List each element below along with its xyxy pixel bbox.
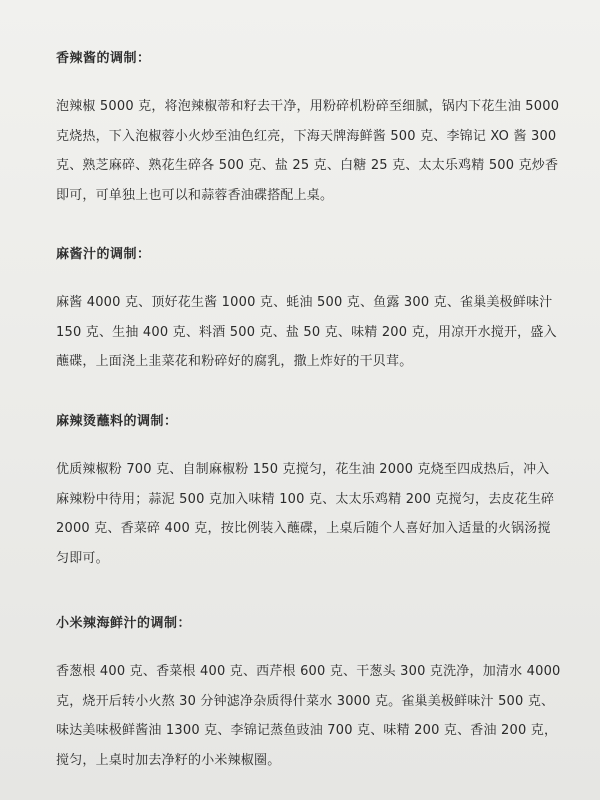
section-title: 麻辣烫蘸料的调制：: [56, 414, 178, 429]
body-line: 优质辣椒粉 700 克、自制麻椒粉 150 克搅匀，花生油 2000 克烧至四成热后，冲入: [56, 462, 550, 477]
section-title: 小米辣海鲜汁的调制：: [56, 616, 192, 631]
recipe-section-xiaomila-seafood: [56, 612, 576, 775]
body-line: 克烧热，下入泡椒蓉小火炒至油色红亮，下海天牌海鲜酱 500 克、李锦记 XO 酱 300: [56, 128, 557, 144]
body-line: 匀即可。: [56, 550, 109, 566]
body-line: 克，烧开后转小火熬 30 分钟滤净杂质得什菜水 3000 克。雀巢美极鲜味汁 500 克、: [56, 693, 555, 709]
body-line: 麻辣粉中待用；蒜泥 500 克加入味精 100 克、太太乐鸡精 200 克搅匀，去皮花生碎: [56, 491, 555, 507]
section-body: [56, 657, 576, 775]
section-body: [56, 455, 576, 573]
body-line: 味达美味极鲜酱油 1300 克、李锦记蒸鱼豉油 700 克、味精 200 克、香油 200 克，: [56, 723, 558, 738]
body-line: 搅匀，上桌时加去净籽的小米辣椒圈。: [56, 752, 281, 768]
section-title: 香辣酱的调制：: [56, 51, 151, 66]
body-line: 香葱根 400 克、香菜根 400 克、西芹根 600 克、干葱头 300 克洗净，加清水 4000: [56, 664, 561, 679]
body-line: 2000 克、香菜碎 400 克，按比例装入蘸碟，上桌后随个人喜好加入适量的火锅汤搅: [56, 521, 551, 536]
section-title: 麻酱汁的调制：: [56, 247, 151, 262]
body-line: 克、熟芝麻碎、熟花生碎各 500 克、盐 25 克、白糖 25 克、太太乐鸡精 500 克炒香: [56, 158, 559, 173]
recipe-section-malatang-dip: [56, 410, 576, 573]
body-line: 150 克、生抽 400 克、料酒 500 克、盐 50 克、味精 200 克，用凉开水搅开，盛入: [56, 324, 557, 340]
recipe-section-majiangzhi: [56, 243, 576, 377]
section-body: [56, 92, 576, 210]
recipe-section-xianglajiang: [56, 47, 576, 210]
body-line: 麻酱 4000 克、顶好花生酱 1000 克、蚝油 500 克、鱼露 300 克、雀巢美极鲜味汁: [56, 295, 553, 310]
section-body: [56, 288, 576, 377]
body-line: 泡辣椒 5000 克，将泡辣椒蒂和籽去干净，用粉碎机粉碎至细腻，锅内下花生油 5000: [56, 99, 560, 114]
body-line: 即可，可单独上也可以和蒜蓉香油碟搭配上桌。: [56, 187, 334, 203]
body-line: 蘸碟，上面浇上韭菜花和粉碎好的腐乳，撒上炸好的干贝茸。: [56, 354, 413, 369]
